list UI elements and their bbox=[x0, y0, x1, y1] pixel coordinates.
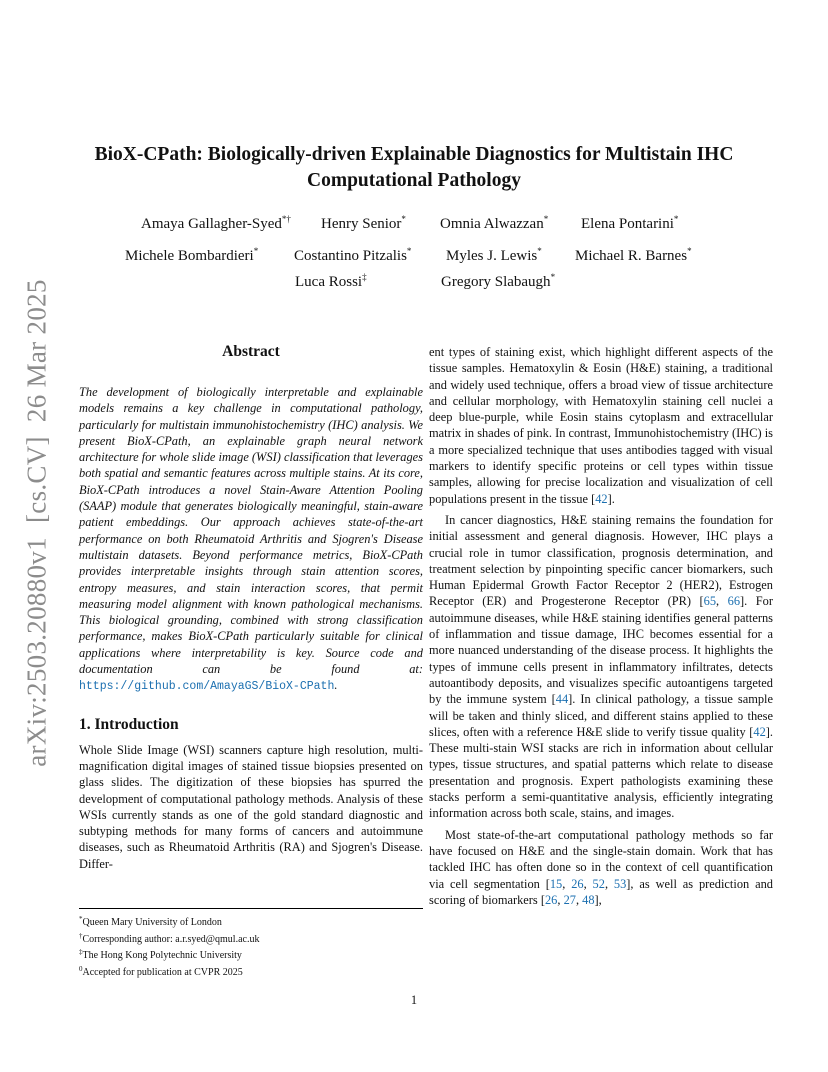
footnote: †Corresponding author: a.r.syed@qmul.ac.uk bbox=[79, 931, 260, 945]
author: Elena Pontarini* bbox=[581, 214, 679, 232]
paper-title: BioX-CPath: Biologically-driven Explainable Diagnostics for Multistain IHC Computational Pathology bbox=[94, 144, 734, 191]
citation-link[interactable]: 65 bbox=[703, 594, 717, 609]
citation-link[interactable]: 15 bbox=[549, 876, 563, 891]
author: Henry Senior* bbox=[321, 214, 406, 232]
citation-link[interactable]: 27 bbox=[563, 892, 576, 907]
citation-link[interactable]: 26 bbox=[571, 876, 584, 891]
abstract-heading: Abstract bbox=[222, 343, 280, 360]
citation-link[interactable]: 66 bbox=[727, 594, 741, 609]
author: Amaya Gallagher-Syed*† bbox=[141, 214, 291, 232]
footnote: *Queen Mary University of London bbox=[79, 915, 222, 928]
author: Costantino Pitzalis* bbox=[294, 246, 412, 264]
author: Myles J. Lewis* bbox=[446, 246, 542, 264]
author: Michael R. Barnes* bbox=[575, 246, 692, 264]
arxiv-identifier-stamp bbox=[21, 279, 52, 767]
citation-link[interactable]: 53 bbox=[613, 876, 627, 891]
author: Michele Bombardieri* bbox=[125, 246, 259, 264]
right-column bbox=[429, 344, 773, 908]
page-number: 1 bbox=[410, 993, 418, 1007]
section-heading-introduction: 1. Introduction bbox=[79, 715, 179, 733]
footnote: $^0$Accepted for publication at CVPR 2025 bbox=[79, 964, 243, 978]
intro-paragraph: Whole Slide Image (WSI) scanners capture high resolution, multi-magnification digital images of stained tissue biopsies presented on glass slides. The digitization of these biopsies has spurred the development of computational pathology methods. Analysis of these WSIs currently stands as one of the gold standard diagnostic and subtyping methods for many forms of cancers and autoimmune diseases, such as Rheumatoid Arthritis (RA) and Sjogren's Disease. Differ- bbox=[79, 742, 423, 871]
author: Luca Rossi‡ bbox=[295, 272, 367, 290]
abstract-text: The development of biologically interpretable and explainable models remains a key challenge in computational pathology, particularly for multistain immunohistochemistry (IHC) analysis. We present BioX-CPath, an explainable graph neural network architecture for whole slide image (WSI) classification that leverages both spatial and semantic features across multiple stains. At its core, BioX-CPath introduces a novel Stain-Aware Attention Pooling (SAAP) module that generates biologically meaningful, stain-aware patient embeddings. Our approach achieves state-of-the-art performance on both Rheumatoid Arthritis and Sjogren's Disease multistain datasets. Beyond performance metrics, BioX-CPath provides interpretable insights through stain attention scores, entropy measures, and stain interaction scores, that permit measuring model alignment with known pathological mechanisms. This biological grounding, combined with strong classification performance, makes BioX-CPath particularly suitable for clinical applications where interpretability is key. Source code and documentation can be found at: https://github.com/AmayaGS/BioX-CPath. bbox=[79, 385, 423, 694]
citation-link[interactable]: 44 bbox=[555, 692, 569, 707]
author: Omnia Alwazzan* bbox=[440, 214, 549, 232]
author: Gregory Slabaugh* bbox=[441, 272, 556, 290]
citation-link[interactable]: 48 bbox=[582, 892, 595, 907]
citation-link[interactable]: 42 bbox=[753, 724, 766, 739]
left-column bbox=[79, 343, 423, 872]
body-paragraph: In cancer diagnostics, H&E staining remains the foundation for initial assessment and general diagnosis. However, IHC plays a crucial role in tumor classification, prognosis determination, and treatment selection by pinpointing specific cancer biomarkers, such Human Epidermal Growth Factor Receptor 2 (HER2), Estrogen Receptor (ER) and Progesterone Receptor (PR) [65, 66]. For autoimmune diseases, while H&E staining identifies general patterns of inflammation and tissue damage, IHC becomes essential for a more nuanced understanding of the disease process. It highlights the types of immune cells present in inflammatory infiltrates, detects autoantibody deposits, and visualizes specific autoantigens targeted by the immune system [44]. In clinical pathology, a tissue sample will be taken and thinly sliced, and different stains applied to these slices, often with a reference H&E slide to verify tissue quality [42]. These multi-stain WSI stacks are rich in information about cellular types, tissue structures, and spatial patterns which relate to disease presentation and prognosis. Expert pathologists examining these stacks perform a semi-quantitative analysis, efficiently integrating information across both scale, stains, and images. bbox=[429, 512, 773, 821]
body-paragraph: Most state-of-the-art computational pathology methods so far have focused on H&E and the single-stain domain. Work that has tackled IHC has often done so in the context of cell quantification via cell segmentation [15, 26, 52, 53], as well as prediction and scoring of biomarkers [26, 27, 48], bbox=[429, 827, 773, 907]
citation-link[interactable]: 42 bbox=[595, 491, 608, 506]
citation-link[interactable]: 52 bbox=[592, 876, 605, 891]
footnotes bbox=[79, 908, 423, 979]
arxiv-stamp-text: arXiv:2503.20880v1 [cs.CV] 26 Mar 2025 bbox=[21, 279, 52, 767]
source-code-link[interactable]: https://github.com/AmayaGS/BioX-CPath bbox=[79, 680, 335, 694]
footnote: ‡The Hong Kong Polytechnic University bbox=[79, 948, 242, 962]
body-paragraph: ent types of staining exist, which highlight different aspects of the tissue samples. Hematoxylin & Eosin (H&E) staining, a traditional and widely used technique, offers a broad view of tissue architecture and cellular morphology, with Hematoxylin staining cell nuclei a deep blue-purple, while Eosin stains cytoplasm and extracellular matrix in shades of pink. In contrast, Immunohistochemistry (IHC) is a more specialized technique that uses antibodies tagged with visual markers to identify specific proteins or cell types within tissue samples, allowing for precise localization and visualization of cell populations present in the tissue [42]. bbox=[429, 345, 773, 506]
citation-link[interactable]: 26 bbox=[544, 892, 558, 907]
